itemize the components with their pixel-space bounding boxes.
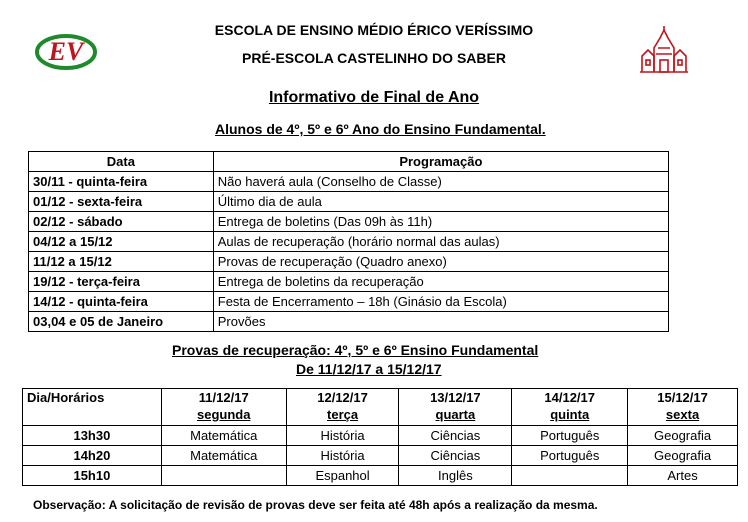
schedule-date: 01/12 - sexta-feira	[29, 192, 214, 212]
recovery-title: Provas de recuperação: 4º, 5º e 6º Ensino Fundamental	[172, 342, 539, 358]
schedule-date: 02/12 - sábado	[29, 212, 214, 232]
day-weekday: segunda	[196, 407, 251, 422]
subject-cell	[512, 466, 628, 486]
ev-logo-text: EV	[48, 37, 84, 66]
page-subtitle: Alunos de 4º, 5º e 6º Ano do Ensino Fundamental.	[215, 121, 546, 137]
subject-cell: Geografia	[628, 426, 738, 446]
schedule-program: Provas de recuperação (Quadro anexo)	[213, 252, 668, 272]
schedule-program: Provões	[213, 312, 668, 332]
day-weekday: terça	[327, 407, 359, 422]
subject-cell: Ciências	[399, 426, 512, 446]
schedule-header-row	[29, 152, 669, 172]
day-weekday: sexta	[665, 407, 700, 422]
program-header: Programação	[213, 152, 668, 172]
date-header: Data	[29, 152, 214, 172]
subject-cell: Geografia	[628, 446, 738, 466]
schedule-date: 03,04 e 05 de Janeiro	[29, 312, 214, 332]
schedule-date: 30/11 - quinta-feira	[29, 172, 214, 192]
schedule-date: 04/12 a 15/12	[29, 232, 214, 252]
day-date: 12/12/17	[317, 390, 368, 405]
time-slot: 14h20	[23, 446, 162, 466]
subject-cell: História	[286, 446, 399, 466]
subject-cell: Português	[512, 426, 628, 446]
corner-header: Dia/Horários	[23, 389, 162, 426]
day-date: 14/12/17	[544, 390, 595, 405]
subject-cell: Inglês	[399, 466, 512, 486]
recovery-header-row	[23, 389, 738, 426]
subject-cell: Espanhol	[286, 466, 399, 486]
table-row	[23, 426, 738, 446]
table-row	[29, 292, 669, 312]
recovery-period: De 11/12/17 a 15/12/17	[296, 361, 442, 377]
day-date: 15/12/17	[657, 390, 708, 405]
day-date: 13/12/17	[430, 390, 481, 405]
schedule-program: Entrega de boletins da recuperação	[213, 272, 668, 292]
recovery-table	[22, 388, 738, 486]
day-weekday: quarta	[435, 407, 476, 422]
table-row	[29, 312, 669, 332]
schedule-date: 14/12 - quinta-feira	[29, 292, 214, 312]
day-date: 11/12/17	[198, 390, 249, 405]
table-row	[29, 212, 669, 232]
page-title: Informativo de Final de Ano	[268, 89, 480, 106]
time-slot: 15h10	[23, 466, 162, 486]
table-row	[23, 466, 738, 486]
time-slot: 13h30	[23, 426, 162, 446]
schedule-program: Não haverá aula (Conselho de Classe)	[213, 172, 668, 192]
table-row	[29, 232, 669, 252]
table-row	[29, 252, 669, 272]
schedule-date: 11/12 a 15/12	[29, 252, 214, 272]
schedule-program: Aulas de recuperação (horário normal das aulas)	[213, 232, 668, 252]
schedule-date: 19/12 - terça-feira	[29, 272, 214, 292]
day-header	[399, 389, 512, 426]
subject-cell: Matemática	[161, 446, 286, 466]
day-weekday: quinta	[550, 407, 590, 422]
schedule-program: Festa de Encerramento – 18h (Ginásio da Escola)	[213, 292, 668, 312]
schedule-program: Último dia de aula	[213, 192, 668, 212]
day-header	[628, 389, 738, 426]
day-header	[512, 389, 628, 426]
table-row	[29, 172, 669, 192]
day-header	[161, 389, 286, 426]
subject-cell: História	[286, 426, 399, 446]
schedule-program: Entrega de boletins (Das 09h às 11h)	[213, 212, 668, 232]
subject-cell: Matemática	[161, 426, 286, 446]
day-header	[286, 389, 399, 426]
subject-cell	[161, 466, 286, 486]
table-row	[23, 446, 738, 466]
school-name: ESCOLA DE ENSINO MÉDIO ÉRICO VERÍSSIMO	[214, 22, 534, 38]
table-row	[29, 192, 669, 212]
subject-cell: Ciências	[399, 446, 512, 466]
subject-cell: Português	[512, 446, 628, 466]
observation-note: Observação: A solicitação de revisão de provas deve ser feita até 48h após a realização da mesma.	[33, 498, 598, 512]
schedule-table	[28, 151, 669, 332]
table-row	[29, 272, 669, 292]
subject-cell: Artes	[628, 466, 738, 486]
preschool-name: PRÉ-ESCOLA CASTELINHO DO SABER	[242, 50, 506, 66]
